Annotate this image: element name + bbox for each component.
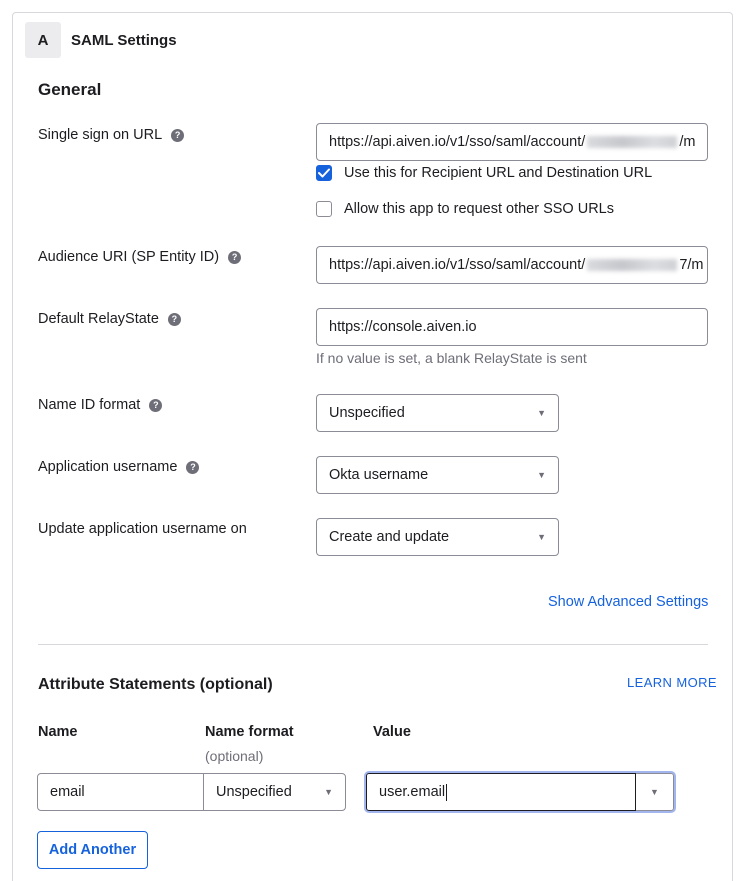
attribute-value-field[interactable] [364,771,676,813]
add-another-button[interactable]: Add Another [37,831,148,869]
redacted-account-id [587,259,677,271]
app-username-label: Application username ? [38,459,199,475]
relay-state-label: Default RelayState ? [38,311,181,327]
audience-uri-label: Audience URI (SP Entity ID) ? [38,249,241,265]
relay-state-hint: If no value is set, a blank RelayState is sent [316,350,587,366]
recipient-url-checkbox-row[interactable] [316,165,652,181]
learn-more-link[interactable]: LEARN MORE [627,675,717,690]
caret-down-icon: ▼ [537,532,546,542]
caret-down-icon: ▼ [324,787,333,797]
recipient-url-checkbox[interactable] [316,165,332,181]
column-name-format-header: Name format [205,724,294,740]
other-sso-urls-checkbox-row[interactable] [316,201,614,217]
checkmark-icon [318,168,330,178]
app-username-select[interactable]: Okta username ▼ [316,456,559,494]
recipient-url-checkbox-label: Use this for Recipient URL and Destination URL [344,165,653,181]
help-icon[interactable]: ? [186,461,199,474]
section-title: SAML Settings [71,31,177,49]
text-cursor [446,784,447,801]
sso-url-label: Single sign on URL ? [38,127,184,143]
caret-down-icon: ▼ [650,787,659,797]
help-icon[interactable]: ? [149,399,162,412]
column-name-header: Name [38,724,78,740]
update-username-label: Update application username on [38,521,247,537]
attribute-value-input[interactable]: user.email [366,773,636,811]
general-heading: General [38,80,102,99]
show-advanced-settings-link[interactable]: Show Advanced Settings [548,594,709,610]
attribute-name-format-select[interactable]: Unspecified ▼ [203,773,346,811]
attribute-statements-heading: Attribute Statements (optional) [38,676,273,693]
attribute-value-dropdown-button[interactable] [636,773,674,811]
help-icon[interactable]: ? [228,251,241,264]
column-value-header: Value [373,724,411,740]
name-id-format-select[interactable]: Unspecified ▼ [316,394,559,432]
name-id-format-label: Name ID format ? [38,397,162,413]
caret-down-icon: ▼ [537,408,546,418]
help-icon[interactable]: ? [171,129,184,142]
column-name-format-optional: (optional) [205,748,264,764]
relay-state-input[interactable]: https://console.aiven.io [316,308,708,346]
other-sso-urls-checkbox[interactable] [316,201,332,217]
section-header [25,22,177,58]
sso-url-input[interactable]: https://api.aiven.io/v1/sso/saml/account/ /m [316,123,708,161]
caret-down-icon: ▼ [537,470,546,480]
other-sso-urls-checkbox-label: Allow this app to request other SSO URLs [344,201,614,217]
audience-uri-input[interactable]: https://api.aiven.io/v1/sso/saml/account/ 7/m [316,246,708,284]
step-badge: A [25,22,61,58]
redacted-account-id [587,136,677,148]
section-divider [38,644,708,645]
update-username-select[interactable]: Create and update ▼ [316,518,559,556]
help-icon[interactable]: ? [168,313,181,326]
attribute-name-input[interactable]: email [37,773,204,811]
